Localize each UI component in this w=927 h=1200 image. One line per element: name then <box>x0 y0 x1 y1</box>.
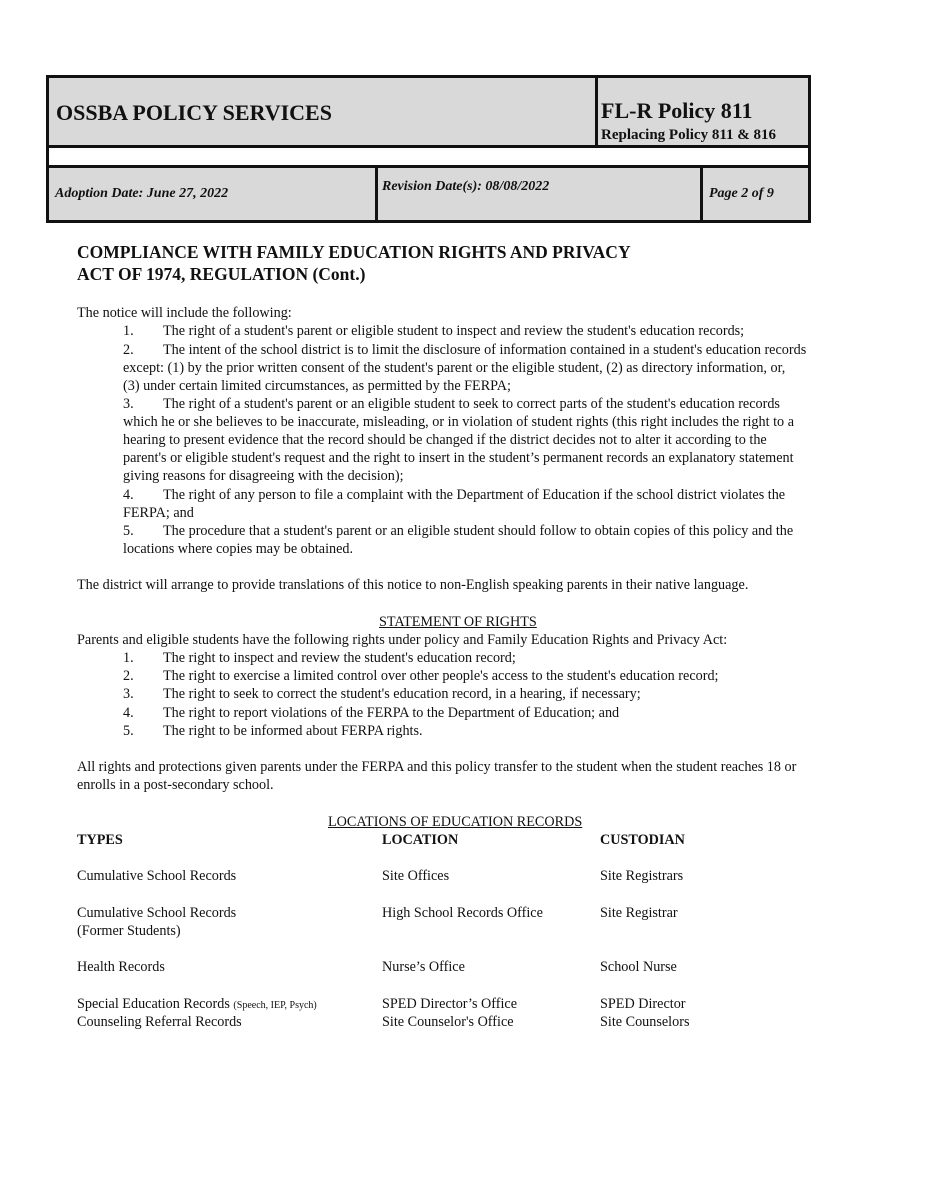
list-item: The right of a student's parent or an eligible student to seek to correct parts of the student's education records <box>163 396 780 412</box>
rights-intro: Parents and eligible students have the following rights under policy and Family Education Rights and Privacy Act: <box>77 632 728 648</box>
rights-title: STATEMENT OF RIGHTS <box>379 614 537 630</box>
record-type: Cumulative School Records <box>77 868 237 884</box>
list-item: The right to be informed about FERPA rights. <box>163 723 423 739</box>
list-item: The right to report violations of the FERPA to the Department of Education; and <box>163 705 620 721</box>
item-number: 2. <box>123 342 134 358</box>
record-type-note: (Former Students) <box>77 923 181 939</box>
revision-date: Revision Date(s): 08/08/2022 <box>382 179 550 194</box>
list-item: The right to seek to correct the student's education record, in a hearing, if necessary; <box>163 686 641 702</box>
record-type-label: Special Education Records <box>77 996 230 1012</box>
item-number: 1. <box>123 650 134 666</box>
list-item: The intent of the school district is to limit the disclosure of information contained in a student's education records <box>163 342 807 358</box>
adoption-date: Adoption Date: June 27, 2022 <box>55 186 229 201</box>
record-custodian: Site Registrar <box>600 905 678 921</box>
heading-line: COMPLIANCE WITH FAMILY EDUCATION RIGHTS AND PRIVACY <box>77 242 631 262</box>
locations-title: LOCATIONS OF EDUCATION RECORDS <box>328 814 583 830</box>
item-number: 3. <box>123 686 134 702</box>
item-number: 3. <box>123 396 134 412</box>
record-custodian: Site Counselors <box>600 1014 690 1030</box>
list-item: The right to inspect and review the student's education record; <box>163 650 516 666</box>
org-name: OSSBA POLICY SERVICES <box>56 100 332 125</box>
record-location: High School Records Office <box>382 905 543 921</box>
list-item: giving reasons for disagreeing with the decision); <box>123 468 404 484</box>
item-number: 1. <box>123 323 134 339</box>
list-item: which he or she believes to be inaccurate, misleading, or in violation of student rights (this right includes the right to a <box>123 414 794 430</box>
header-divider <box>49 145 808 148</box>
column-header-types: TYPES <box>77 832 123 848</box>
list-item: locations where copies may be obtained. <box>123 541 354 557</box>
list-item: parent's or eligible student's request and the right to insert in the student’s permanent records an explanatory statement <box>123 450 794 466</box>
header-divider <box>375 168 378 220</box>
policy-header <box>46 75 811 223</box>
record-custodian: SPED Director <box>600 996 686 1012</box>
rights-transfer: All rights and protections given parents under the FERPA and this policy transfer to the student when the student reaches 18 or <box>77 759 797 775</box>
record-location: Site Offices <box>382 868 450 884</box>
list-item: The right of any person to file a complaint with the Department of Education if the school district violates the <box>163 487 786 503</box>
list-item: The right to exercise a limited control over other people's access to the student's education record; <box>163 668 719 684</box>
record-type: Counseling Referral Records <box>77 1014 242 1030</box>
item-number: 5. <box>123 523 134 539</box>
document-heading <box>77 241 717 285</box>
record-type-detail: (Speech, IEP, Psych) <box>233 1000 317 1011</box>
list-item: (3) under certain limited circumstances, as permitted by the FERPA; <box>123 378 511 394</box>
record-type: Cumulative School Records <box>77 905 237 921</box>
item-number: 2. <box>123 668 134 684</box>
list-item: The procedure that a student's parent or an eligible student should follow to obtain copies of this policy and the <box>163 523 794 539</box>
column-header-location: LOCATION <box>382 832 459 848</box>
list-item: FERPA; and <box>123 505 194 521</box>
translation-note: The district will arrange to provide translations of this notice to non-English speaking parents in their native language. <box>77 577 749 593</box>
record-custodian: School Nurse <box>600 959 677 975</box>
heading-line: ACT OF 1974, REGULATION (Cont.) <box>77 264 366 284</box>
record-location: Nurse’s Office <box>382 959 465 975</box>
replacing-policy: Replacing Policy 811 & 816 <box>601 127 776 143</box>
notice-intro: The notice will include the following: <box>77 305 292 321</box>
record-location: SPED Director’s Office <box>382 996 518 1012</box>
item-number: 4. <box>123 705 134 721</box>
rights-transfer: enrolls in a post-secondary school. <box>77 777 274 793</box>
column-header-custodian: CUSTODIAN <box>600 832 685 848</box>
policy-code: FL-R Policy 811 <box>601 98 753 123</box>
item-number: 5. <box>123 723 134 739</box>
record-type: Health Records <box>77 959 165 975</box>
list-item: except: (1) by the prior written consent of the student's parent or the eligible student, (2) as directory information, or, <box>123 360 786 376</box>
record-location: Site Counselor's Office <box>382 1014 514 1030</box>
item-number: 4. <box>123 487 134 503</box>
list-item: The right of a student's parent or eligible student to inspect and review the student's education records; <box>163 323 745 339</box>
header-divider <box>595 78 598 145</box>
list-item: hearing to present evidence that the record should be changed if the district decides not to alter it according to the <box>123 432 767 448</box>
page-number: Page 2 of 9 <box>709 186 774 201</box>
record-custodian: Site Registrars <box>600 868 684 884</box>
header-divider <box>700 168 703 220</box>
